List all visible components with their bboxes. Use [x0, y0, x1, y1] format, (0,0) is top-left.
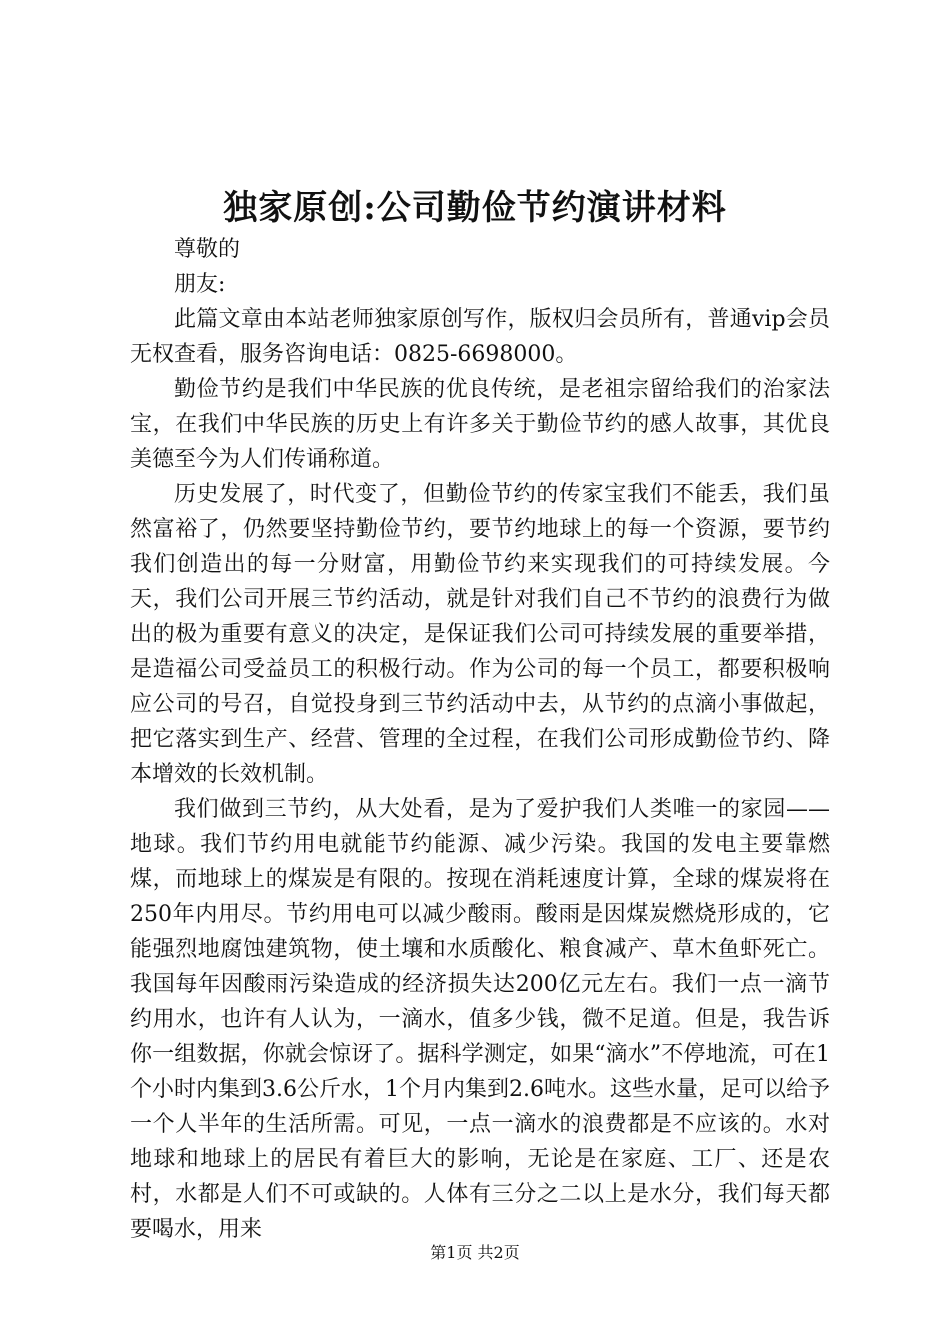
document-title: 独家原创:公司勤俭节约演讲材料 — [223, 188, 727, 228]
document-body — [130, 232, 830, 1247]
paragraph: 我们做到三节约，从大处看，是为了爱护我们人类唯一的家园——地球。我们节约用电就能节约能源、减少污染。我国的发电主要靠燃煤，而地球上的煤炭是有限的。按现在消耗速度计算，全球的煤炭将在250年内用尽。节约用电可以减少酸雨。酸雨是因煤炭燃烧形成的，它能强烈地腐蚀建筑物，使土壤和水质酸化、粮食减产、草木鱼虾死亡。我国每年因酸雨污染造成的经济损失达200亿元左右。我们一点一滴节约用水，也许有人认为，一滴水，值多少钱，微不足道。但是，我告诉你一组数据，你就会惊讶了。据科学测定，如果“滴水”不停地流，可在1个小时内集到3.6公斤水，1个月内集到2.6吨水。这些水量，足可以给予一个人半年的生活所需。可见，一点一滴水的浪费都是不应该的。水对地球和地球上的居民有着巨大的影响，无论是在家庭、工厂、还是农村，水都是人们不可或缺的。人体有三分之二以上是水分，我们每天都要喝水，用来 — [130, 797, 830, 1242]
paragraph: 历史发展了，时代变了，但勤俭节约的传家宝我们不能丢，我们虽然富裕了，仍然要坚持勤俭节约，要节约地球上的每一个资源，要节约我们创造出的每一分财富，用勤俭节约来实现我们的可持续发展。今天，我们公司开展三节约活动，就是针对我们自己不节约的浪费行为做出的极为重要有意义的决定，是保证我们公司可持续发展的重要举措，是造福公司受益员工的积极行动。作为公司的每一个员工，都要积极响应公司的号召，自觉投身到三节约活动中去，从节约的点滴小事做起，把它落实到生产、经营、管理的全过程，在我们公司形成勤俭节约、降本增效的长效机制。 — [130, 482, 830, 787]
paragraph: 勤俭节约是我们中华民族的优良传统，是老祖宗留给我们的治家法宝，在我们中华民族的历史上有许多关于勤俭节约的感人故事，其优良美德至今为人们传诵称道。 — [130, 377, 830, 472]
page-number: 第1页 共2页 — [430, 1243, 520, 1262]
greeting-line: 朋友: — [174, 272, 226, 297]
paragraph: 此篇文章由本站老师独家原创写作，版权归会员所有，普通vip会员无权查看，服务咨询电话：0825-6698000。 — [130, 307, 830, 367]
greeting-line: 尊敬的 — [174, 237, 241, 262]
